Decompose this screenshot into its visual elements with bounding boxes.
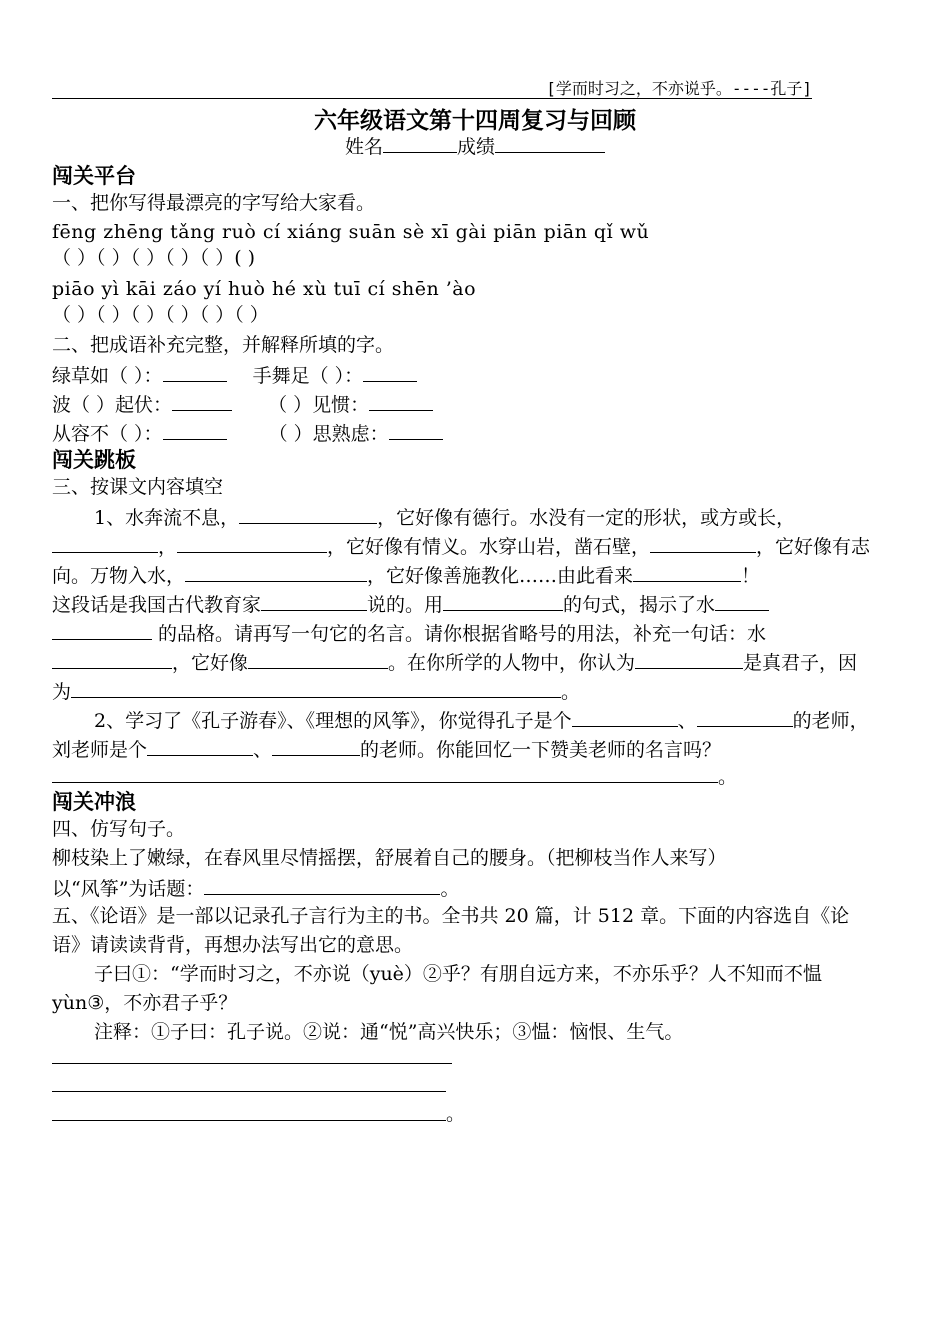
text: 向。万物入水， xyxy=(52,565,186,587)
header-rule xyxy=(52,98,812,99)
q2-row-1 xyxy=(52,361,417,389)
blank[interactable] xyxy=(697,706,793,727)
text: 是真君子，因 xyxy=(743,652,858,674)
q3-p1-line-4 xyxy=(52,590,769,618)
q1-pinyin-row-1: fēng zhēng tǎng ruò cí xiáng suān sè xī gài piān piān qǐ wǔ xyxy=(52,221,650,243)
q4-example: 柳枝染上了嫩绿，在春风里尽情摇摆，舒展着自己的腰身。（把柳枝当作人来写） xyxy=(52,847,727,869)
text: ，它好像善施教化……由此看来 xyxy=(367,565,634,587)
blank[interactable] xyxy=(248,648,388,669)
blank[interactable] xyxy=(635,648,743,669)
idiom-6-blank[interactable] xyxy=(389,419,443,440)
text: 的句式，揭示了水 xyxy=(563,594,716,616)
text: 为 xyxy=(52,681,72,703)
section-heading-1: 闯关平台 xyxy=(52,164,136,188)
idiom-5-blank[interactable] xyxy=(163,419,227,440)
text: ，它好像有德行。水没有一定的形状，或方或长， xyxy=(377,507,796,529)
q3-p1-line-5 xyxy=(52,619,766,647)
text: 1、水奔流不息， xyxy=(94,507,240,529)
blank[interactable] xyxy=(239,503,377,524)
q3-p2-line-2 xyxy=(52,735,721,763)
blank[interactable] xyxy=(71,677,561,698)
blank[interactable] xyxy=(443,590,563,611)
idiom-4-blank[interactable] xyxy=(369,390,433,411)
text: ！ xyxy=(741,565,761,587)
blank[interactable] xyxy=(261,590,367,611)
q5-line-1: 五、《论语》是一部以记录孔子言行为主的书。全书共 20 篇，计 512 章。下面的内容选自《论 xyxy=(52,905,850,927)
q2-row-3 xyxy=(52,419,443,447)
q2-heading: 二、把成语补充完整，并解释所填的字。 xyxy=(52,334,395,356)
q2-row-2 xyxy=(52,390,433,418)
name-blank[interactable] xyxy=(383,132,457,153)
q1-pinyin-row-2: piāo yì kāi záo yí huò hé xù tuī cí shēn ’ào xyxy=(52,278,477,300)
score-blank[interactable] xyxy=(495,132,605,153)
answer-end-mark: 。 xyxy=(446,1103,466,1125)
blank[interactable] xyxy=(715,590,769,611)
blank[interactable] xyxy=(650,532,756,553)
q3-p2-line-1 xyxy=(52,706,869,734)
text: 、 xyxy=(677,710,697,732)
q3-p1-line-3 xyxy=(52,561,760,589)
idiom-2: 手舞足（ ）： xyxy=(252,365,364,387)
answer-line-2[interactable] xyxy=(52,1091,446,1092)
section-heading-3: 闯关冲浪 xyxy=(52,790,136,814)
text: 。 xyxy=(561,681,581,703)
answer-line-1[interactable] xyxy=(52,1063,452,1064)
q3-p1-line-2 xyxy=(52,532,870,560)
name-score-line xyxy=(0,132,950,159)
idiom-4: （ ）见惯： xyxy=(268,394,370,416)
text: 的老师。你能回忆一下赞美老师的名言吗？ xyxy=(360,739,722,761)
header-quote: [学而时习之，不亦说乎。----孔子] xyxy=(546,79,812,98)
blank[interactable] xyxy=(52,762,718,783)
q5-quote-line-2: yùn③，不亦君子乎？ xyxy=(52,992,238,1014)
page-title: 六年级语文第十四周复习与回顾 xyxy=(314,108,636,134)
name-label: 姓名 xyxy=(344,136,383,158)
score-label: 成绩 xyxy=(457,136,496,158)
text: 这段话是我国古代教育家 xyxy=(52,594,262,616)
q3-p1-line-7 xyxy=(52,677,580,705)
blank[interactable] xyxy=(177,532,327,553)
text: ，它好像 xyxy=(172,652,249,674)
idiom-2-blank[interactable] xyxy=(363,361,417,382)
idiom-1: 绿草如（ ）： xyxy=(52,365,163,387)
blank[interactable] xyxy=(147,735,253,756)
text: 说的。用 xyxy=(367,594,444,616)
blank[interactable] xyxy=(52,532,158,553)
blank[interactable] xyxy=(185,561,367,582)
blank[interactable] xyxy=(272,735,360,756)
text: 以“风筝”为话题： xyxy=(52,878,205,900)
text: 的老师， xyxy=(792,710,869,732)
q3-heading: 三、按课文内容填空 xyxy=(52,476,224,498)
blank[interactable] xyxy=(572,706,678,727)
text: 。在你所学的人物中，你认为 xyxy=(388,652,636,674)
blank[interactable] xyxy=(52,648,172,669)
idiom-3-blank[interactable] xyxy=(172,390,232,411)
text: 。 xyxy=(440,878,460,900)
text: 、 xyxy=(253,739,273,761)
blank[interactable] xyxy=(633,561,741,582)
answer-line-3[interactable] xyxy=(52,1120,446,1121)
idiom-5: 从容不（ ）： xyxy=(52,423,163,445)
text: 2、学习了《孔子游春》、《理想的风筝》，你觉得孔子是个 xyxy=(94,710,572,732)
q4-heading: 四、仿写句子。 xyxy=(52,818,186,840)
q1-answer-row-2[interactable]: （ ）（ ）（ ）（ ）（ ）（ ） xyxy=(52,304,269,326)
q1-answer-row-1[interactable]: （ ）（ ）（ ）（ ）（ ）( ) xyxy=(52,247,256,269)
idiom-3: 波（ ）起伏： xyxy=(52,394,173,416)
idiom-1-blank[interactable] xyxy=(163,361,227,382)
text: 的品格。请再写一句它的名言。请你根据省略号的用法，补充一句话：水 xyxy=(152,623,767,645)
text: ，它好像有志 xyxy=(756,536,871,558)
q5-line-2: 语》请读读背背，再想办法写出它的意思。 xyxy=(52,934,414,956)
q3-p1-line-6 xyxy=(52,648,857,676)
text: ， xyxy=(158,536,178,558)
q5-note: 注释：①子曰：孔子说。②说：通“悦”高兴快乐；③愠：恼恨、生气。 xyxy=(94,1021,684,1043)
blank[interactable] xyxy=(52,619,152,640)
q4-task xyxy=(52,874,459,902)
q1-heading: 一、把你写得最漂亮的字写给大家看。 xyxy=(52,192,376,214)
q3-p1-line-1 xyxy=(52,503,795,531)
idiom-6: （ ）思熟虑： xyxy=(268,423,389,445)
q5-quote-line-1: 子曰①：“学而时习之，不亦说（yuè）②乎？有朋自远方来，不亦乐乎？人不知而不愠 xyxy=(94,963,822,985)
text: 刘老师是个 xyxy=(52,739,148,761)
q3-p2-line-3 xyxy=(52,762,737,790)
section-heading-2: 闯关跳板 xyxy=(52,448,136,472)
text: 。 xyxy=(718,766,738,788)
blank[interactable] xyxy=(204,874,440,895)
text: ，它好像有情义。水穿山岩，凿石壁， xyxy=(327,536,651,558)
